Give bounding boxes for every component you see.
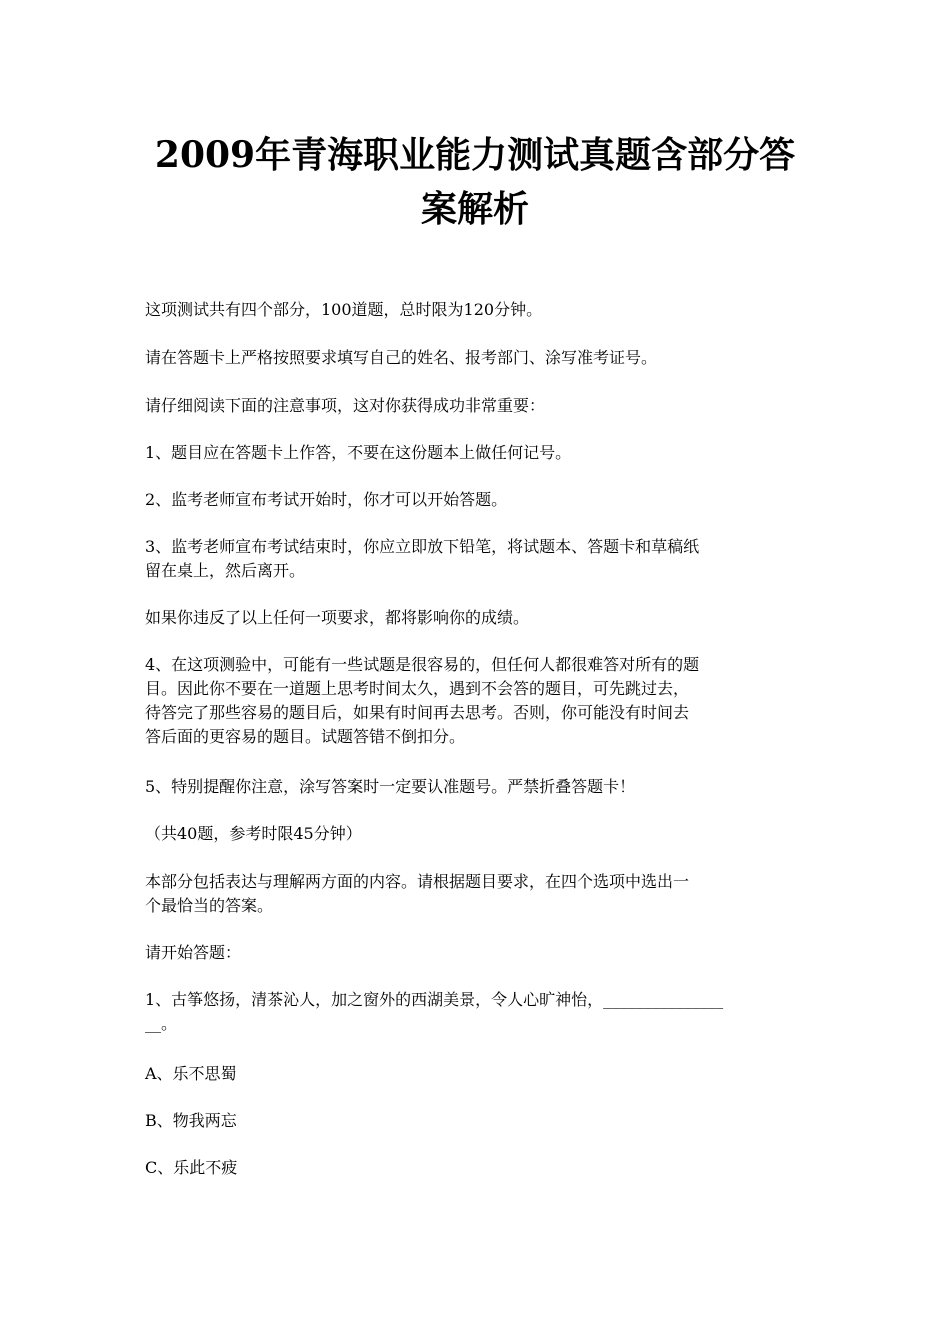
- text-line: 答后面的更容易的题目。试题答错不倒扣分。: [145, 727, 466, 746]
- text-line: __。: [145, 1014, 178, 1033]
- paragraph-violation-warning: [145, 606, 825, 630]
- text-line: 留在桌上，然后离开。: [145, 561, 306, 580]
- paragraph-intro-total: [145, 298, 825, 322]
- title-line-1: 2009年青海职业能力测试真题含部分答: [154, 134, 796, 176]
- text-line: （共40题，参考时限45分钟）: [145, 824, 362, 843]
- text-line: 如果你违反了以上任何一项要求，都将影响你的成绩。: [145, 608, 530, 627]
- paragraph-section-description: [145, 870, 825, 918]
- text-line: 请在答题卡上严格按照要求填写自己的姓名、报考部门、涂写准考证号。: [145, 348, 658, 367]
- text-line: 4、在这项测验中，可能有一些试题是很容易的，但任何人都很难答对所有的题: [145, 655, 700, 674]
- text-line: B、物我两忘: [145, 1111, 237, 1130]
- text-line: 2、监考老师宣布考试开始时，你才可以开始答题。: [145, 490, 508, 509]
- paragraph-start-prompt: [145, 941, 825, 965]
- text-line: 这项测试共有四个部分，100道题，总时限为120分钟。: [145, 300, 543, 319]
- text-line: 待答完了那些容易的题目后，如果有时间再去思考。否则，你可能没有时间去: [145, 703, 690, 722]
- title-line-2: 案解析: [420, 188, 529, 230]
- question-1: [145, 988, 825, 1036]
- text-line: 1、题目应在答题卡上作答，不要在这份题本上做任何记号。: [145, 443, 572, 462]
- question-1-option-a: [145, 1062, 825, 1086]
- text-line: A、乐不思蜀: [145, 1064, 237, 1083]
- text-line: 请开始答题：: [145, 943, 242, 962]
- paragraph-intro-answer-card: [145, 346, 825, 370]
- text-line: 1、古筝悠扬，清茶沁人，加之窗外的西湖美景，令人心旷神怡，_______________: [145, 990, 724, 1009]
- paragraph-rule-1: [145, 441, 825, 465]
- paragraph-rule-4: [145, 653, 825, 749]
- text-line: 5、特别提醒你注意，涂写答案时一定要认准题号。严禁折叠答题卡！: [145, 777, 636, 796]
- document-title: [120, 128, 830, 236]
- text-line: 3、监考老师宣布考试结束时，你应立即放下铅笔，将试题本、答题卡和草稿纸: [145, 537, 700, 556]
- paragraph-rule-2: [145, 488, 825, 512]
- paragraph-rule-3: [145, 535, 825, 583]
- text-line: 目。因此你不要在一道题上思考时间太久，遇到不会答的题目，可先跳过去，: [145, 679, 690, 698]
- text-line: C、乐此不疲: [145, 1158, 238, 1177]
- question-1-option-b: [145, 1109, 825, 1133]
- text-line: 请仔细阅读下面的注意事项，这对你获得成功非常重要：: [145, 396, 546, 415]
- paragraph-rule-5: [145, 775, 825, 799]
- paragraph-intro-notice: [145, 394, 825, 418]
- paragraph-section-timing: [145, 822, 825, 846]
- text-line: 个最恰当的答案。: [145, 896, 274, 915]
- text-line: 本部分包括表达与理解两方面的内容。请根据题目要求，在四个选项中选出一: [145, 872, 690, 891]
- question-1-option-c: [145, 1156, 825, 1180]
